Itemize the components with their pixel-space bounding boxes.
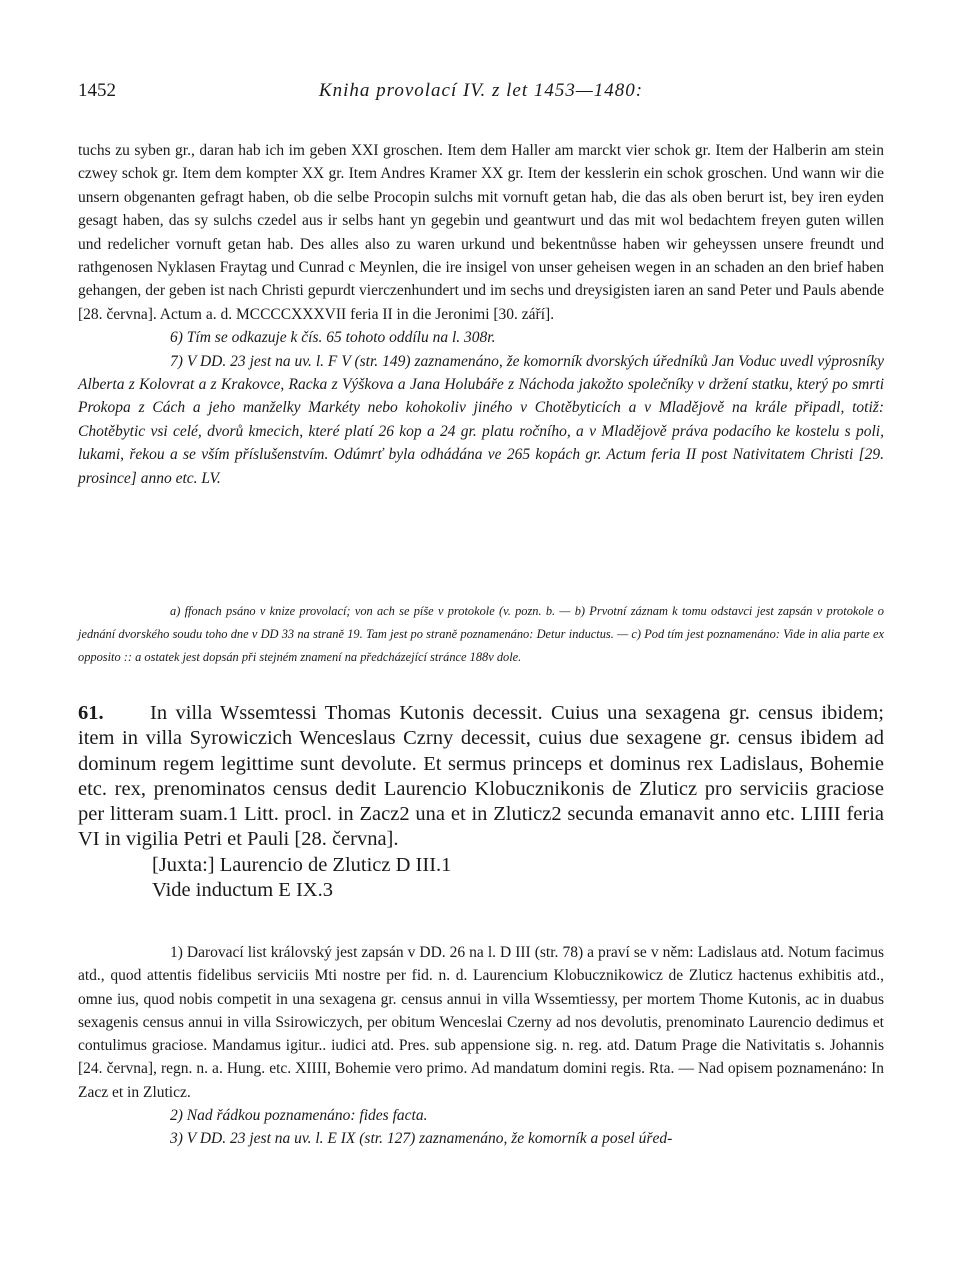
critical-notes — [78, 600, 884, 670]
footnote-1: 1) Darovací list královský jest zapsán v DD. 26 na l. D III (str. 78) a praví se v něm: Ladislaus atd. Notum facimus atd., quod attentis fidelibus serviciis Mti nostre per fid. n. d. Laurencium Klobucznikowicz de Zluticz hactenus exhibitis atd., omne ius, quod nobis competit in una sexagena gr. census annui in villa Wssemtiessy, per mortem Thome Kutonis, ac in duabus sexagenis census annui in villa Ssirowiczych, per obitum Wenceslai Czerny ad nos devolutis, prenominato Laurencio dedimus et contulimus graciose. Mandamus igitur.. iudici atd. Pres. sub appensione sig. n. reg. atd. Datum Prage die Nativitatis s. Johannis [24. června], regn. n. a. Hung. etc. XIIII, Bohemie vero primo. Ad mandatum domini regis. Rta. — Nad opisem poznamenáno: In Zacz et in Zluticz. — [78, 944, 884, 1101]
running-header — [78, 80, 884, 104]
entry-number: 61. — [78, 702, 104, 724]
entry-juxta: [Juxta:] Laurencio de Zluticz D III.1 — [152, 853, 452, 876]
footnote-7: 7) V DD. 23 jest na uv. l. F V (str. 149) zaznamenáno, že komorník dvorských úředníků Jan Voduc uvedl výprosníky Alberta z Kolovrat a z Krakovce, Racka z Výškova a Jana Holubáře z Náchoda jakožto společníky v držení statku, který po smrti Prokopa z Cách a jeho manželky Markéty nebo kohokoliv jiného v Chotěbyticích a v Mladějově na krále připadl, totiž: Chotěbytic vsi celé, dvorů kmecich, které platí 26 kop a 24 gr. platu ročního, a v Mladějově práva podacího ke kostelu s poli, lukami, řekou a se vším příslušenstvím. Odúmrť byla odhádána ve 265 kopách gr. Actum feria II post Nativitatem Christi [29. prosince] anno etc. LV. — [78, 352, 884, 487]
running-title: Kniha provolací IV. z let 1453—1480: — [318, 80, 644, 101]
entry-61 — [78, 701, 884, 903]
entry-vide: Vide inductum E IX.3 — [152, 879, 333, 902]
bottom-footnotes — [78, 941, 884, 1151]
entry-body-text: In villa Wssemtessi Thomas Kutonis decessit. Cuius una sexagena gr. census ibidem; item in villa Syrowiczich Wenceslaus Czrny decessit, cuius due sexagene gr. census ibidem ad dominum regem legittime sunt devolute. Et sermus princeps et dominus rex Ladislaus, Bohemie etc. rex, prenominatos census dedit Laurencio Klobucznikonis de Zluticz pro serviciis graciose per litteram suam.1 Litt. procl. in Zacz2 una et in Zluticz2 secunda emanavit anno etc. LIIII feria VI in vigilia Petri et Pauli [28. června]. — [78, 702, 884, 851]
critical-notes-text: a) ffonach psáno v knize provolací; von ach se píše v protokole (v. pozn. b. — b) Prvotní záznam k tomu odstavci jest zapsán v protokole o jednání dvorského soudu toho dne v DD 33 na straně 19. Tam jest po straně poznamenáno: Detur inductus. — c) Pod tím jest poznamenáno: Vide in alia parte ex opposito :: a ostatek jest dopsán při stejném znamení na předcházející stránce 188v dole. — [78, 604, 884, 665]
page-number: 1452 — [78, 80, 116, 101]
entry-body — [78, 701, 884, 853]
continued-text: tuchs zu syben gr., daran hab ich im geben XXI groschen. Item dem Haller am marckt vier schok gr. Item der Halberin am stein czwey schok gr. Item dem kompter XX gr. Item Andres Kramer XX gr. Item der kesslerin ein schok groschen. Und wann wir die unsern obgenanten gefragt haben, ob die selbe Procopin sulchs mit vornuft getan hab, die das als oben berurt ist, bey iren eyden gesagt haben, das sy sulchs czedel aus ir selbs hant yn gegebin und geantwurt und das mit wol bedachtem freyen guten willen und redelicher vornuft getan hab. Des alles also zu waren urkund und bekentnůsse haben wir geheyssen unsere freundt und rathgenosen Nyklasen Fraytag und Cunrad c Meynlen, die ire insigel von unser geheisen wegen in an schaden an den brief haben gehangen, der geben ist nach Christi gepurdt vierczenhundert und im sechs und dreysigisten iaren an sand Peter und Pauls abende [28. června]. Actum a. d. MCCCCXXXVII feria II in die Jeronimi [30. září]. — [78, 142, 884, 323]
top-section — [78, 139, 884, 490]
footnote-6: 6) Tím se odkazuje k čís. 65 tohoto oddílu na l. 308r. — [170, 329, 496, 347]
footnote-3: 3) V DD. 23 jest na uv. l. E IX (str. 127) zaznamenáno, že komorník a posel úřed- — [170, 1130, 673, 1148]
footnote-2: 2) Nad řádkou poznamenáno: fides facta. — [170, 1107, 428, 1125]
